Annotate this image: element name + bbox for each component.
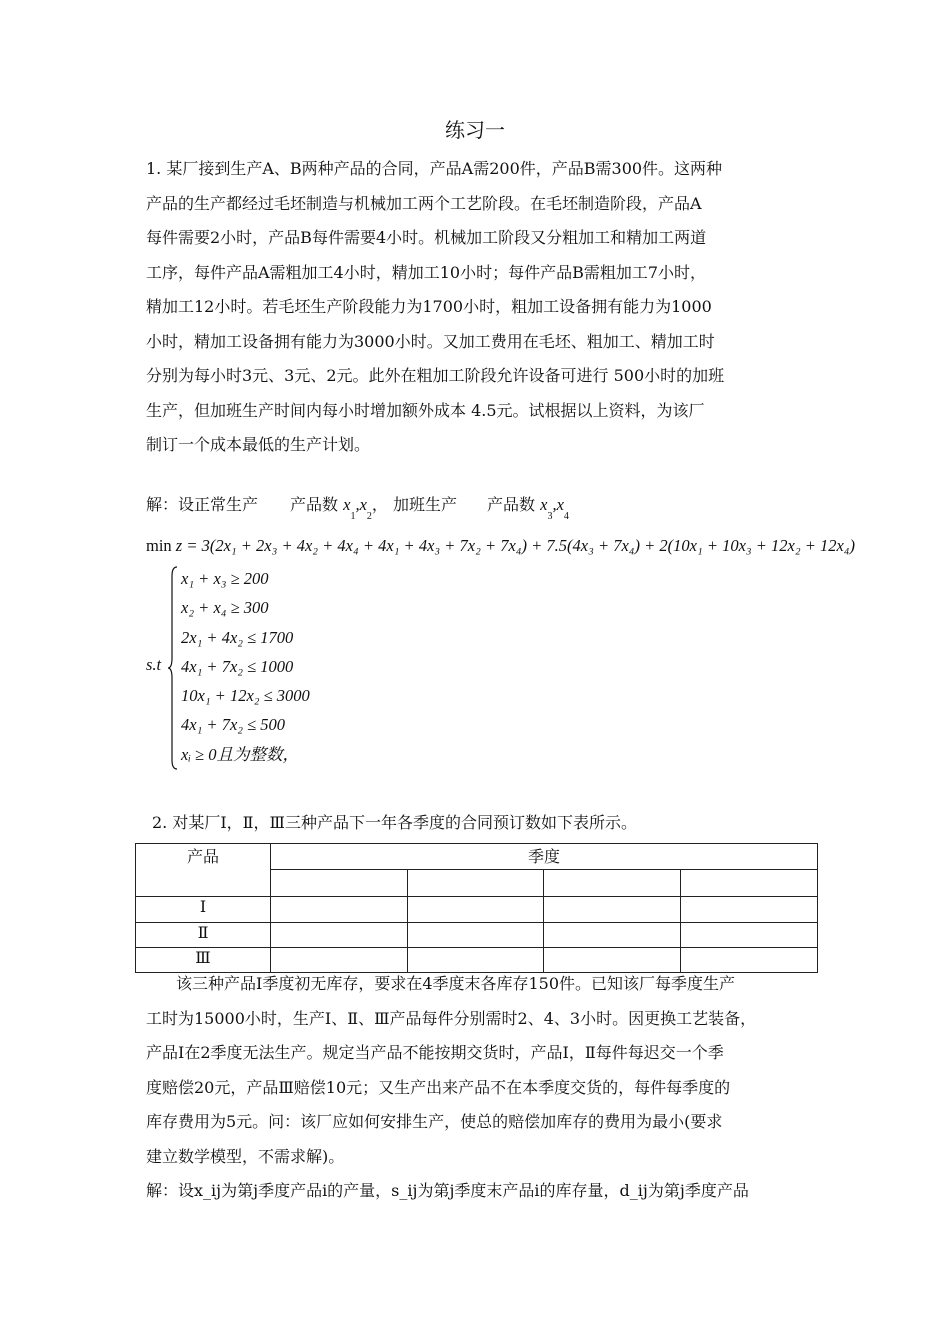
row-label: Ⅲ: [136, 947, 271, 972]
table-cell: [407, 897, 544, 922]
constraint-brace: [168, 566, 178, 770]
text-line: 小时，精加工设备拥有能力为3000小时。又加工费用在毛坯、粗加工、精加工时: [146, 331, 715, 351]
solution-1-variables: [146, 492, 569, 522]
season-cell: [681, 870, 818, 897]
subject-to-label: s.t: [146, 655, 162, 674]
text-line: 制订一个成本最低的生产计划。: [146, 435, 371, 454]
row-label: I: [136, 897, 271, 922]
count-label-2: 产品数: [487, 495, 536, 514]
table-cell: [681, 897, 818, 922]
constraint-6: 4x₁ + 7x₂ ≤ 500: [181, 715, 286, 735]
constraint-4: 4x₁ + 7x₂ ≤ 1000: [181, 656, 294, 676]
count-label: 产品数: [290, 495, 339, 514]
problem-2-intro: 2. 对某厂I，Ⅱ，Ⅲ三种产品下一年各季度的合同预订数如下表所示。: [152, 813, 637, 832]
constraint-3: 2x₁ + 4x₂ ≤ 1700: [181, 627, 294, 647]
text-line: 工序，每件产品A需粗加工4小时，精加工10小时；每件产品B需粗加工7小时，: [146, 262, 707, 282]
constraint-5: 10x₁ + 12x₂ ≤ 3000: [181, 686, 310, 706]
constraint-7: xᵢ ≥ 0且为整数，: [181, 744, 299, 764]
text-line: 每件需要2小时，产品B每件需要4小时。机械加工阶段又分粗加工和精加工两道: [146, 228, 707, 247]
table-cell: [544, 922, 681, 947]
table-cell: [271, 922, 408, 947]
text-line: 该三种产品I季度初无库存，要求在4季度末各库存150件。已知该厂每季度生产: [176, 974, 736, 993]
header-season: 季度: [271, 844, 818, 870]
text-line: 分别为每小时3元、3元、2元。此外在粗加工阶段允许设备可进行 500小时的加班: [146, 366, 725, 385]
text-line: 生产，但加班生产时间内每小时增加额外成本 4.5元。试根据以上资料，为该厂: [146, 400, 705, 420]
variables-normal: $x_1,x_2$: [343, 495, 372, 522]
comma: ，: [371, 495, 388, 514]
text-line: 精加工12小时。若毛坯生产阶段能力为1700小时，粗加工设备拥有能力为1000: [146, 297, 712, 316]
season-cell: [271, 870, 408, 897]
order-table: [135, 843, 818, 973]
objective-function: [146, 536, 855, 556]
variables-overtime: $x_3,x_4$: [540, 495, 569, 522]
table-cell: [407, 922, 544, 947]
solution-lead: 解：设正常生产: [146, 495, 259, 514]
row-label: Ⅱ: [136, 922, 271, 947]
text-line: 产品I在2季度无法生产。规定当产品不能按期交货时，产品I，Ⅱ每件每迟交一个季: [146, 1043, 724, 1062]
table-cell: [681, 922, 818, 947]
season-cell: [544, 870, 681, 897]
text-line: 库存费用为5元。问：该厂应如何安排生产，使总的赔偿加库存的费用为最小(要求: [146, 1112, 723, 1131]
text-line: 度赔偿20元，产品Ⅲ赔偿10元；又生产出来产品不在本季度交货的，每件每季度的: [146, 1077, 731, 1097]
objective-prefix: min: [146, 536, 176, 555]
text-line: 建立数学模型，不需求解)。: [146, 1146, 345, 1166]
text-line: 1. 某厂接到生产A、B两种产品的合同，产品A需200件，产品B需300件。这两种: [146, 159, 723, 178]
overtime-label: 加班生产: [393, 495, 458, 514]
header-product: 产品: [136, 844, 271, 897]
problem-2-text: [146, 967, 826, 1209]
table-cell: [271, 897, 408, 922]
table-cell: [544, 897, 681, 922]
objective-expression: z = 3(2x₁ + 2x₃ + 4x₂ + 4x₄ + 4x₁ + 4x₃ + 7x₂ + 7x₄) + 7.5(4x₃ + 7x₄) + 2(10x₁ + 10x₃ + 12x₂ + 12x₄): [175, 536, 856, 555]
constraint-1: x₁ + x₃ ≥ 200: [181, 569, 269, 588]
page-title: 练习一: [445, 118, 505, 142]
text-line: 产品的生产都经过毛坯制造与机械加工两个工艺阶段。在毛坯制造阶段，产品A: [146, 193, 702, 213]
constraints: [181, 566, 310, 771]
problem-1-text: [146, 152, 826, 463]
constraint-2: x₂ + x₄ ≥ 300: [181, 598, 269, 618]
season-cell: [407, 870, 544, 897]
text-line: 工时为15000小时，生产I、Ⅱ、Ⅲ产品每件分别需时2、4、3小时。因更换工艺装备，: [146, 1008, 757, 1028]
solution-2: 解：设x_ij为第j季度产品i的产量，s_ij为第j季度末产品i的库存量，d_ij为第j季度产品: [146, 1181, 749, 1200]
